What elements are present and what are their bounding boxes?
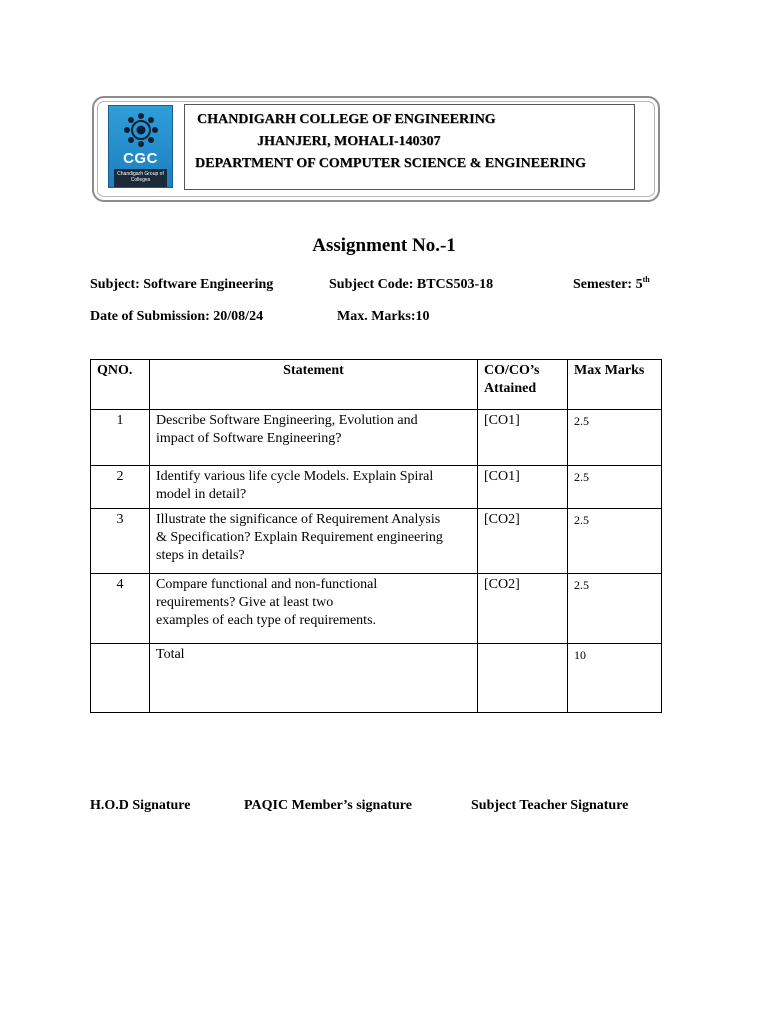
row-marks: 2.5 [574,513,589,527]
total-marks: 10 [574,648,586,662]
row-statement: Describe Software Engineering, Evolution and impact of Software Engineering? [156,413,418,446]
row-statement: Compare functional and non-functional requirements? Give at least two examples of each type of requirements. [156,577,378,628]
table-header-row [91,360,662,410]
row-co: [CO1] [484,413,520,428]
cgc-emblem-icon [119,111,163,149]
paqic-signature-label: PAQIC Member’s signature [244,798,412,813]
questions-table [90,359,662,713]
college-name: CHANDIGARH COLLEGE OF ENGINEERING [197,112,496,127]
subject-label: Subject: Software Engineering [90,277,274,292]
table-row [91,574,662,644]
total-co-empty [478,644,567,648]
header-max-marks: Max Marks [568,360,662,410]
college-logo [108,105,173,188]
header-co-attained: CO/CO’s Attained [478,360,568,410]
table-row [91,509,662,574]
semester-suffix: th [642,275,650,284]
table-row [91,466,662,509]
table-total-row [91,644,662,713]
subject-code-label: Subject Code: BTCS503-18 [329,277,494,292]
hod-signature-label: H.O.D Signature [90,798,191,813]
table-row [91,410,662,466]
semester-label [573,277,650,293]
logo-abbreviation: CGC [123,150,158,167]
row-qno: 1 [116,413,124,428]
max-marks-label: Max. Marks:10 [337,309,430,324]
total-label: Total [156,647,185,662]
row-marks: 2.5 [574,578,589,592]
row-co: [CO1] [484,469,520,484]
department-name: DEPARTMENT OF COMPUTER SCIENCE & ENGINEERING [195,156,586,171]
row-statement: Identify various life cycle Models. Explain Spiral model in detail? [156,469,434,502]
semester-value: Semester: 5 [573,277,643,292]
assignment-title: Assignment No.-1 [312,235,456,256]
row-qno: 3 [116,512,124,527]
row-statement: Illustrate the significance of Requirement Analysis & Specification? Explain Requirement engineering steps in details? [156,512,443,563]
row-qno: 4 [116,577,124,592]
header-statement: Statement [150,360,478,410]
submission-date-label: Date of Submission: 20/08/24 [90,309,264,324]
teacher-signature-label: Subject Teacher Signature [471,798,629,813]
row-co: [CO2] [484,577,520,592]
row-co: [CO2] [484,512,520,527]
college-address: JHANJERI, MOHALI-140307 [257,134,441,149]
row-marks: 2.5 [574,470,589,484]
logo-subtitle: Chandigarh Group of Colleges [114,169,167,187]
header-qno: QNO. [91,360,150,410]
total-qno-empty [91,644,149,648]
row-marks: 2.5 [574,414,589,428]
row-qno: 2 [116,469,124,484]
